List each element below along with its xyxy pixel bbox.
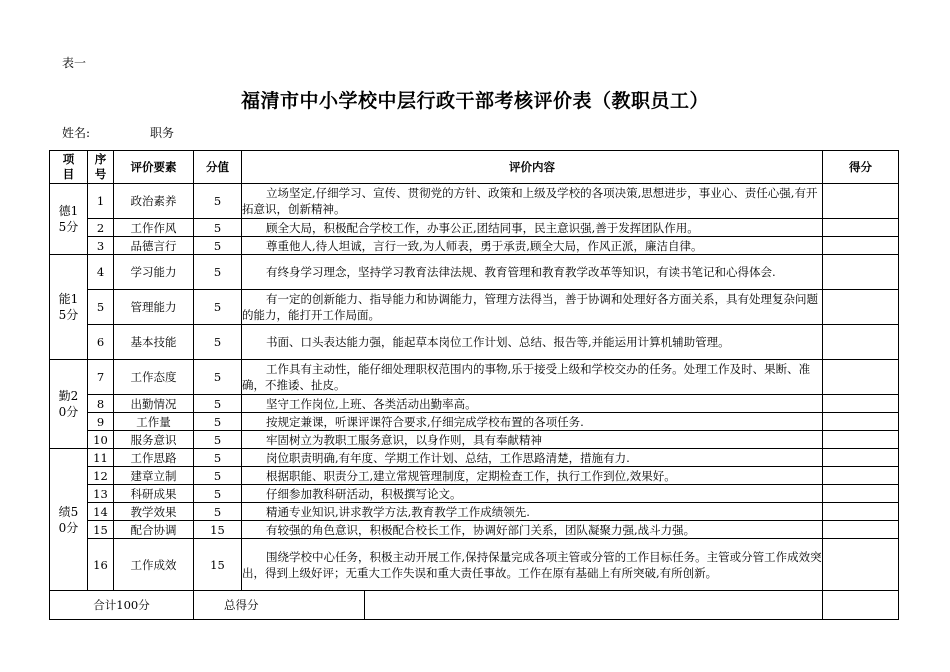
score-cell[interactable] (823, 503, 899, 521)
row-no: 8 (88, 395, 114, 413)
table-row (50, 360, 899, 395)
row-points: 5 (194, 449, 242, 467)
row-no: 12 (88, 467, 114, 485)
header-content: 评价内容 (242, 151, 823, 184)
row-element: 工作量 (114, 413, 194, 431)
row-no: 9 (88, 413, 114, 431)
row-points: 5 (194, 467, 242, 485)
score-cell[interactable] (823, 360, 899, 395)
table-label: 表一 (62, 56, 87, 70)
page-title: 福清市中小学校中层行政干部考核评价表（教职员工） (240, 90, 709, 112)
row-element: 工作作风 (114, 219, 194, 237)
row-points: 5 (194, 325, 242, 360)
row-content: 有较强的角色意识，积极配合校长工作，协调好部门关系，团队凝聚力强,战斗力强。 (242, 521, 823, 539)
table-header-row (50, 151, 899, 184)
row-element: 服务意识 (114, 431, 194, 449)
row-points: 5 (194, 485, 242, 503)
row-points: 5 (194, 395, 242, 413)
row-points: 5 (194, 290, 242, 325)
row-no: 6 (88, 325, 114, 360)
score-cell[interactable] (823, 521, 899, 539)
row-content: 顾全大局，积极配合学校工作，办事公正,团结同事，民主意识强,善于发挥团队作用。 (242, 219, 823, 237)
score-cell[interactable] (823, 467, 899, 485)
table-row (50, 219, 899, 237)
row-element: 配合协调 (114, 521, 194, 539)
row-content: 工作具有主动性，能仔细处理职权范围内的事物,乐于接受上级和学校交办的任务。处理工作及时、果断、准确，不推诿、扯皮。 (242, 360, 823, 395)
row-points: 5 (194, 184, 242, 219)
row-no: 10 (88, 431, 114, 449)
score-cell[interactable] (823, 395, 899, 413)
row-content: 坚守工作岗位,上班、各类活动出勤率高。 (242, 395, 823, 413)
row-points: 5 (194, 255, 242, 290)
row-element: 工作成效 (114, 539, 194, 591)
total-score-label: 总得分 (194, 591, 365, 619)
row-element: 政治素养 (114, 184, 194, 219)
row-element: 工作思路 (114, 449, 194, 467)
header-element: 评价要素 (114, 151, 194, 184)
row-content: 有一定的创新能力、指导能力和协调能力，管理方法得当，善于协调和处理好各方面关系，具有处理复杂问题的能力，能打开工作局面。 (242, 290, 823, 325)
table-row (50, 255, 899, 290)
category-cell-neng: 能15分 (50, 255, 88, 360)
header-score: 得分 (823, 151, 899, 184)
row-no: 11 (88, 449, 114, 467)
position-label: 职务 (150, 126, 175, 140)
row-points: 15 (194, 521, 242, 539)
row-no: 2 (88, 219, 114, 237)
total-score-extra (823, 591, 899, 620)
row-no: 16 (88, 539, 114, 591)
row-content: 书面、口头表达能力强，能起草本岗位工作计划、总结、报告等,并能运用计算机辅助管理。 (242, 325, 823, 360)
header-category: 项目 (50, 151, 88, 184)
total-score-cell (194, 591, 823, 620)
table-row (50, 539, 899, 591)
table-row (50, 521, 899, 539)
row-content: 立场坚定,仔细学习、宣传、贯彻党的方针、政策和上级及学校的各项决策,思想进步，事业心、责任心强,有开拓意识，创新精神。 (242, 184, 823, 219)
score-cell[interactable] (823, 325, 899, 360)
total-score-input[interactable] (365, 591, 823, 619)
table-row (50, 467, 899, 485)
row-element: 教学效果 (114, 503, 194, 521)
row-points: 5 (194, 431, 242, 449)
name-label: 姓名: (62, 126, 91, 140)
score-cell[interactable] (823, 184, 899, 219)
row-content: 牢固树立为教职工服务意识，以身作则，具有奉献精神 (242, 431, 823, 449)
row-content: 围绕学校中心任务，积极主动开展工作,保持保量完成各项主管或分管的工作目标任务。主管或分管工作成效突出，得到上级好评；无重大工作失误和重大责任事故。工作在原有基础上有所突破,有所创新。 (242, 539, 823, 591)
table-row (50, 485, 899, 503)
category-cell-qin: 勤20分 (50, 360, 88, 449)
category-cell-de: 德15分 (50, 184, 88, 255)
row-element: 建章立制 (114, 467, 194, 485)
row-content: 有终身学习理念，坚持学习教育法律法规、教育管理和教育教学改革等知识，有读书笔记和心得体会. (242, 255, 823, 290)
table-row (50, 184, 899, 219)
score-cell[interactable] (823, 290, 899, 325)
total-label: 合计100分 (50, 591, 194, 620)
score-cell[interactable] (823, 255, 899, 290)
table-row (50, 431, 899, 449)
evaluation-table (49, 150, 899, 620)
row-no: 7 (88, 360, 114, 395)
row-points: 15 (194, 539, 242, 591)
score-cell[interactable] (823, 449, 899, 467)
row-element: 工作态度 (114, 360, 194, 395)
table-row (50, 325, 899, 360)
score-cell[interactable] (823, 237, 899, 255)
table-row (50, 449, 899, 467)
row-element: 基本技能 (114, 325, 194, 360)
row-element: 出勤情况 (114, 395, 194, 413)
row-content: 岗位职责明确,有年度、学期工作计划、总结，工作思路清楚，措施有力. (242, 449, 823, 467)
row-points: 5 (194, 237, 242, 255)
row-element: 学习能力 (114, 255, 194, 290)
row-no: 13 (88, 485, 114, 503)
row-no: 15 (88, 521, 114, 539)
table-row (50, 290, 899, 325)
category-cell-ji: 绩50分 (50, 449, 88, 591)
row-no: 1 (88, 184, 114, 219)
header-no: 序号 (88, 151, 114, 184)
row-element: 品德言行 (114, 237, 194, 255)
row-points: 5 (194, 219, 242, 237)
score-cell[interactable] (823, 219, 899, 237)
score-cell[interactable] (823, 431, 899, 449)
score-cell[interactable] (823, 413, 899, 431)
row-no: 5 (88, 290, 114, 325)
header-points: 分值 (194, 151, 242, 184)
row-points: 5 (194, 360, 242, 395)
table-row (50, 413, 899, 431)
total-row (50, 591, 899, 620)
table-row (50, 503, 899, 521)
row-content: 按规定兼课，听课评课符合要求,仔细完成学校布置的各项任务. (242, 413, 823, 431)
row-content: 仔细参加教科研活动，积极撰写论文。 (242, 485, 823, 503)
row-no: 14 (88, 503, 114, 521)
row-points: 5 (194, 503, 242, 521)
row-content: 精通专业知识,讲求教学方法,教育教学工作成绩领先. (242, 503, 823, 521)
table-row (50, 237, 899, 255)
row-no: 3 (88, 237, 114, 255)
row-points: 5 (194, 413, 242, 431)
row-element: 管理能力 (114, 290, 194, 325)
row-content: 根据职能、职责分工,建立常规管理制度，定期检查工作，执行工作到位,效果好。 (242, 467, 823, 485)
row-content: 尊重他人,待人坦诚，言行一致,为人师表，勇于承责,顾全大局，作风正派，廉洁自律。 (242, 237, 823, 255)
row-no: 4 (88, 255, 114, 290)
table-row (50, 395, 899, 413)
score-cell[interactable] (823, 485, 899, 503)
row-element: 科研成果 (114, 485, 194, 503)
score-cell[interactable] (823, 539, 899, 591)
